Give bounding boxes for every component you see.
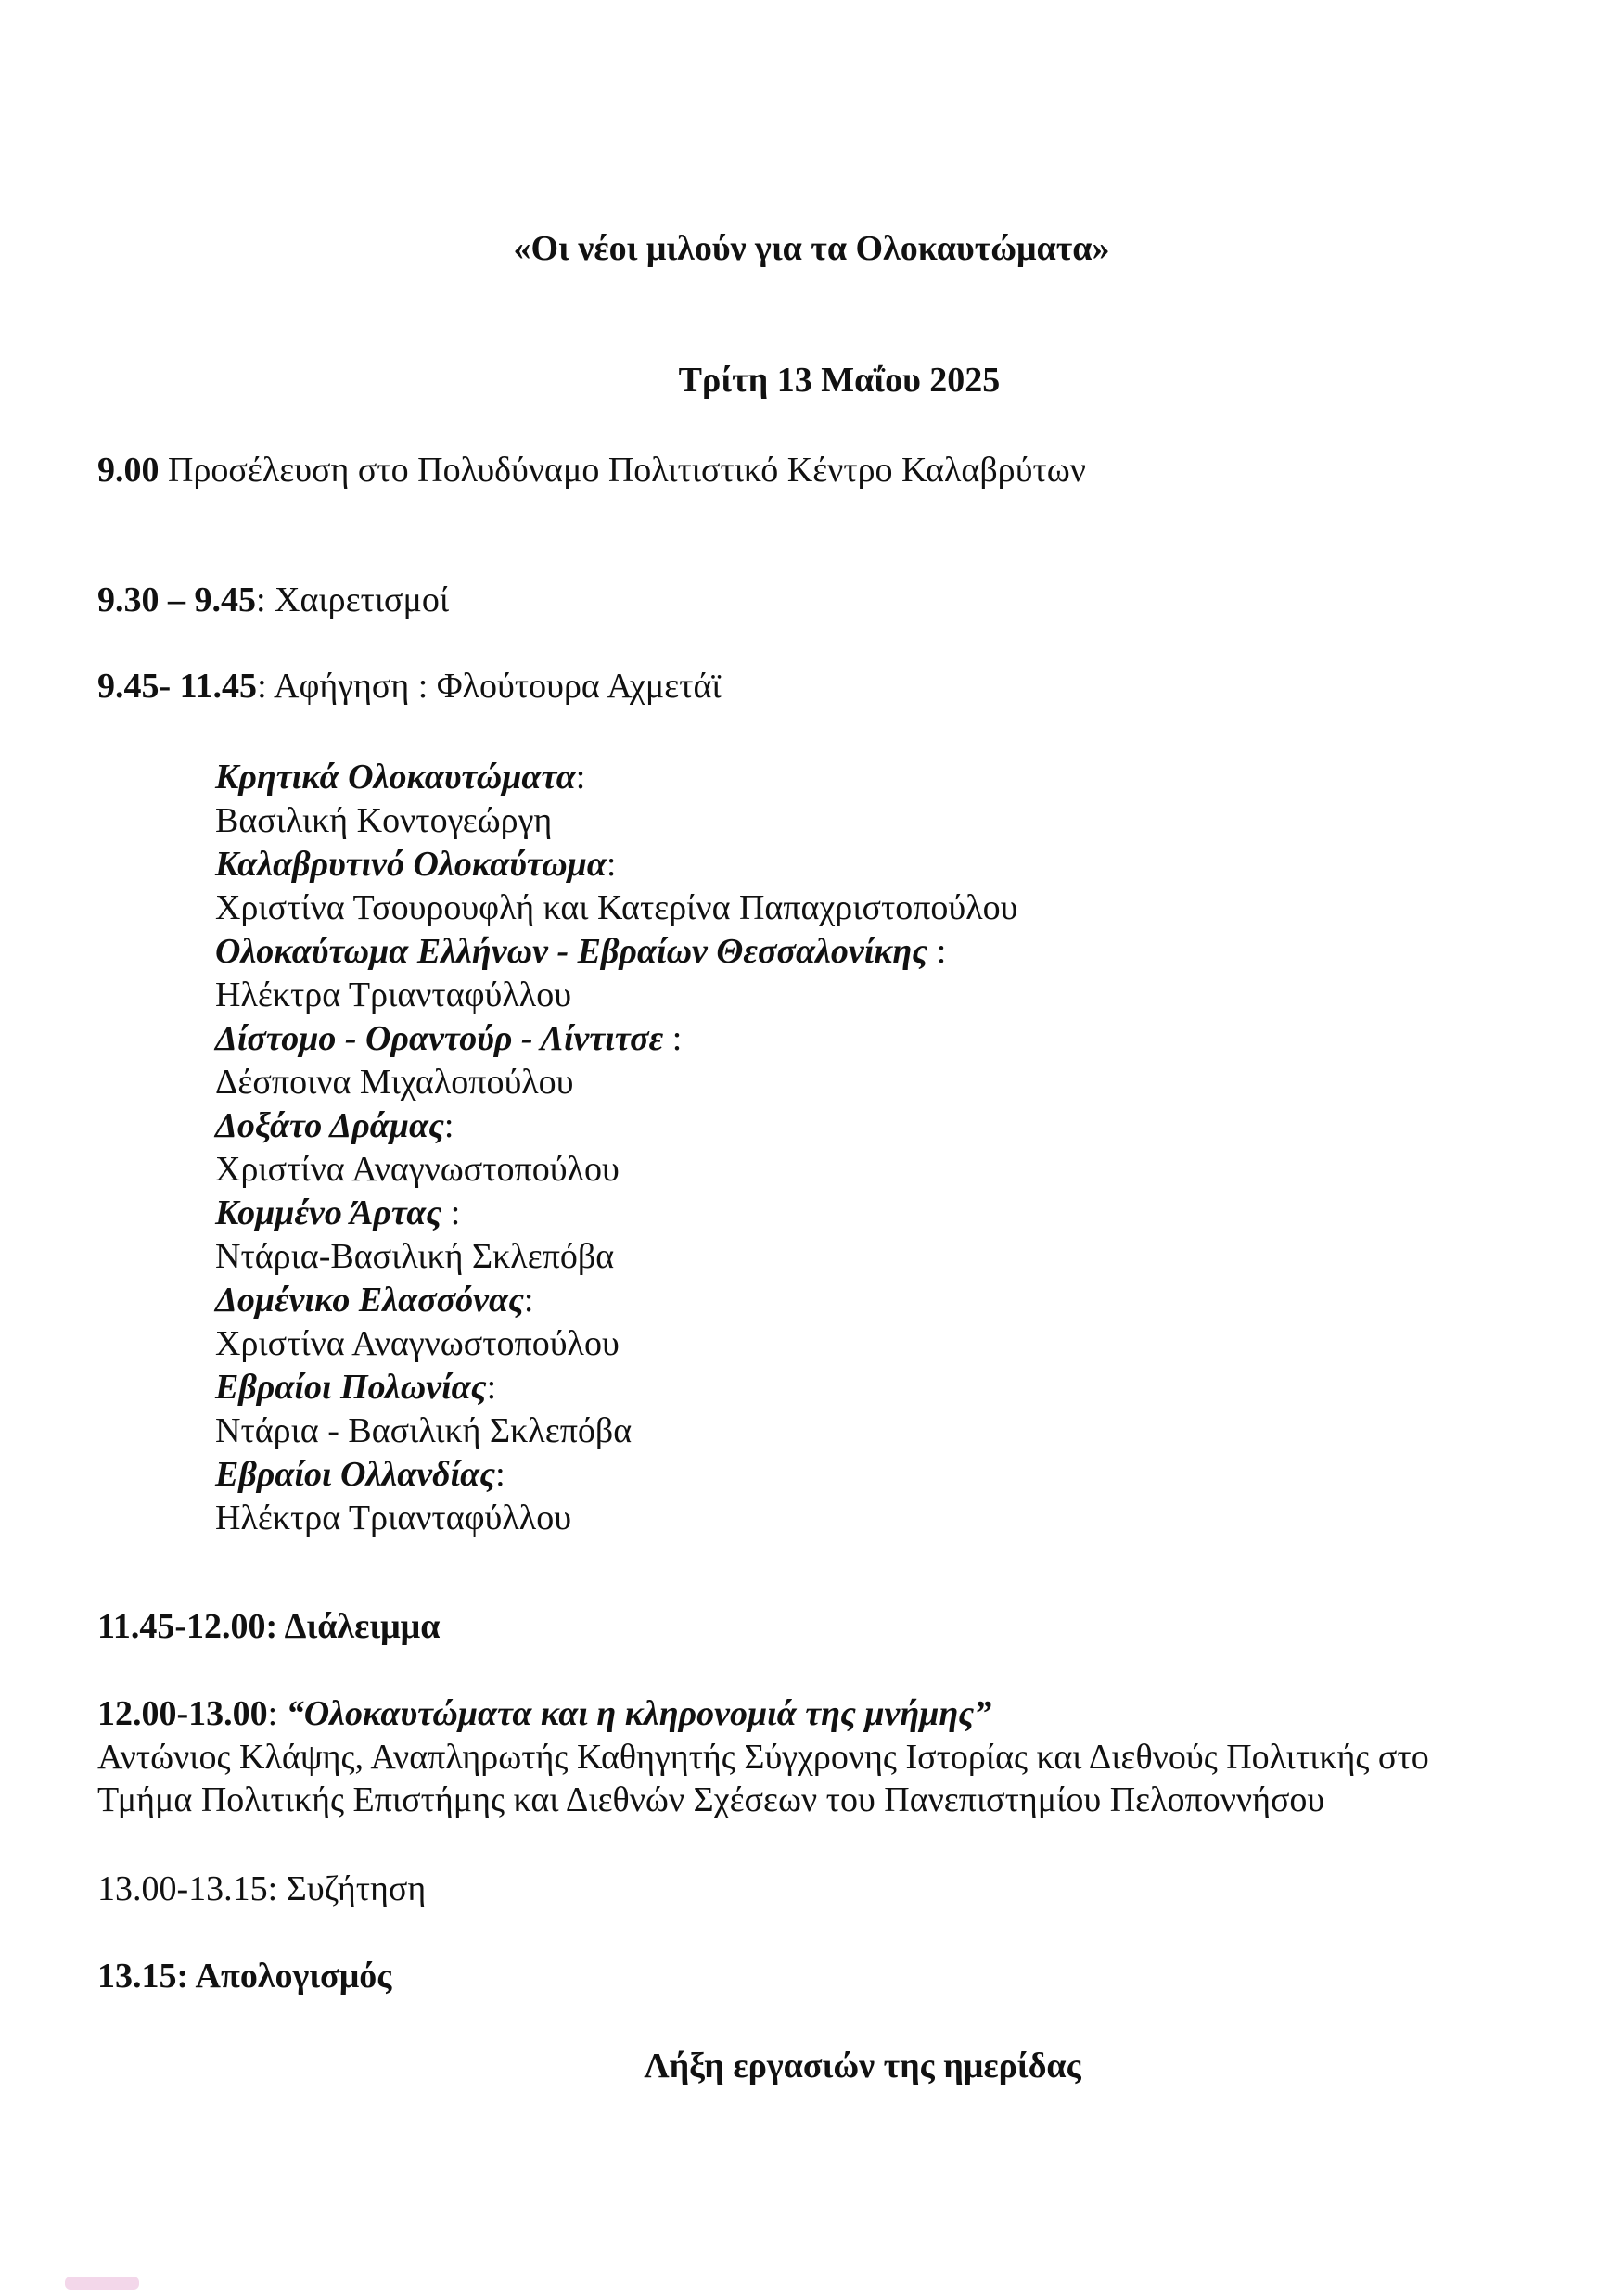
session-speaker: Χριστίνα Αναγνωστοπούλου <box>215 1324 620 1363</box>
closing-line: Λήξη εργασιών της ημερίδας <box>644 2047 1081 2086</box>
session-speaker: Ηλέκτρα Τριανταφύλλου <box>215 976 572 1014</box>
lecture-description <box>97 1736 1572 1821</box>
greetings-text: : Χαιρετισμοί <box>256 580 450 619</box>
session-topic-sep: : <box>606 845 617 884</box>
session-topic <box>215 756 1514 799</box>
arrival-time: 9.00 <box>97 451 160 490</box>
session-topic-title: Ολοκαύτωμα Ελλήνων - Εβραίων Θεσσαλονίκης <box>215 932 928 971</box>
session-speaker: Βασιλική Κοντογεώργη <box>215 801 553 840</box>
lecture-description-line: Τμήμα Πολιτικής Επιστήμης και Διεθνών Σχέσεων του Πανεπιστημίου Πελοποννήσου <box>97 1780 1325 1819</box>
session-speaker: Ντάρια-Βασιλική Σκλεπόβα <box>215 1237 615 1276</box>
session-topic-sep: : <box>927 932 947 971</box>
session-topic-sep: : <box>575 758 586 797</box>
session-topic-sep: : <box>523 1281 534 1320</box>
session-topic <box>215 843 1514 887</box>
session-speaker: Ντάρια - Βασιλική Σκλεπόβα <box>215 1411 633 1450</box>
session-topic <box>215 1192 1514 1235</box>
discussion-line: 13.00-13.15: Συζήτηση <box>97 1869 427 1908</box>
lecture-time: 12.00-13.00 <box>97 1694 268 1733</box>
session-topic <box>215 1017 1514 1061</box>
break-line: 11.45-12.00: Διάλειμμα <box>97 1607 441 1646</box>
session-speaker: Δέσποινα Μιχαλοπούλου <box>215 1063 574 1102</box>
session-topic <box>215 1366 1514 1409</box>
session-speaker: Χριστίνα Αναγνωστοπούλου <box>215 1150 620 1189</box>
session-topic-title: Δομένικο Ελασσόνας <box>215 1281 524 1320</box>
session-topic-title: Κρητικά Ολοκαυτώματα <box>215 758 576 797</box>
session-topic-sep: : <box>486 1368 497 1407</box>
session-topic-title: Δίστομο - Οραντούρ - Λίντιτσε <box>215 1019 664 1058</box>
session-topic <box>215 1279 1514 1322</box>
scan-smudge <box>65 2277 139 2290</box>
session-speaker: Ηλέκτρα Τριανταφύλλου <box>215 1499 572 1537</box>
session-topic-title: Δοξάτο Δράμας <box>215 1106 444 1145</box>
session-topic-sep: : <box>495 1455 505 1494</box>
session-topic-title: Εβραίοι Πολωνίας <box>215 1368 487 1407</box>
session-topic-title: Κομμένο Άρτας <box>215 1193 442 1232</box>
session-list <box>215 756 1514 1540</box>
narration-line <box>97 666 722 707</box>
narration-text: : Αφήγηση : Φλούτουρα Αχμετάϊ <box>257 667 722 706</box>
lecture-line <box>97 1693 991 1734</box>
session-topic <box>215 1453 1514 1497</box>
document-title: «Οι νέοι μιλούν για τα Ολοκαυτώματα» <box>513 229 1110 268</box>
session-topic-sep: : <box>663 1019 683 1058</box>
session-topic <box>215 930 1514 974</box>
session-topic-title: Καλαβρυτινό Ολοκαύτωμα <box>215 845 607 884</box>
lecture-colon: : <box>267 1694 287 1733</box>
session-topic-sep: : <box>443 1106 454 1145</box>
session-topic <box>215 1104 1514 1148</box>
session-topic-sep: : <box>441 1193 461 1232</box>
event-date: Τρίτη 13 Μαΐου 2025 <box>678 361 1001 400</box>
review-line: 13.15: Απολογισμός <box>97 1957 392 1996</box>
lecture-title: “Ολοκαυτώματα και η κληρονομιά της μνήμης” <box>286 1694 992 1733</box>
lecture-description-line: Αντώνιος Κλάψης, Αναπληρωτής Καθηγητής Σύγχρονης Ιστορίας και Διεθνούς Πολιτικής στο <box>97 1738 1429 1777</box>
greetings-line <box>97 580 449 620</box>
narration-time: 9.45- 11.45 <box>97 667 258 706</box>
session-speaker: Χριστίνα Τσουρουφλή και Κατερίνα Παπαχριστοπούλου <box>215 888 1018 927</box>
session-topic-title: Εβραίοι Ολλανδίας <box>215 1455 496 1494</box>
greetings-time: 9.30 – 9.45 <box>97 580 256 619</box>
arrival-text: Προσέλευση στο Πολυδύναμο Πολιτιστικό Κέντρο Καλαβρύτων <box>159 451 1086 490</box>
arrival-line <box>97 450 1086 491</box>
